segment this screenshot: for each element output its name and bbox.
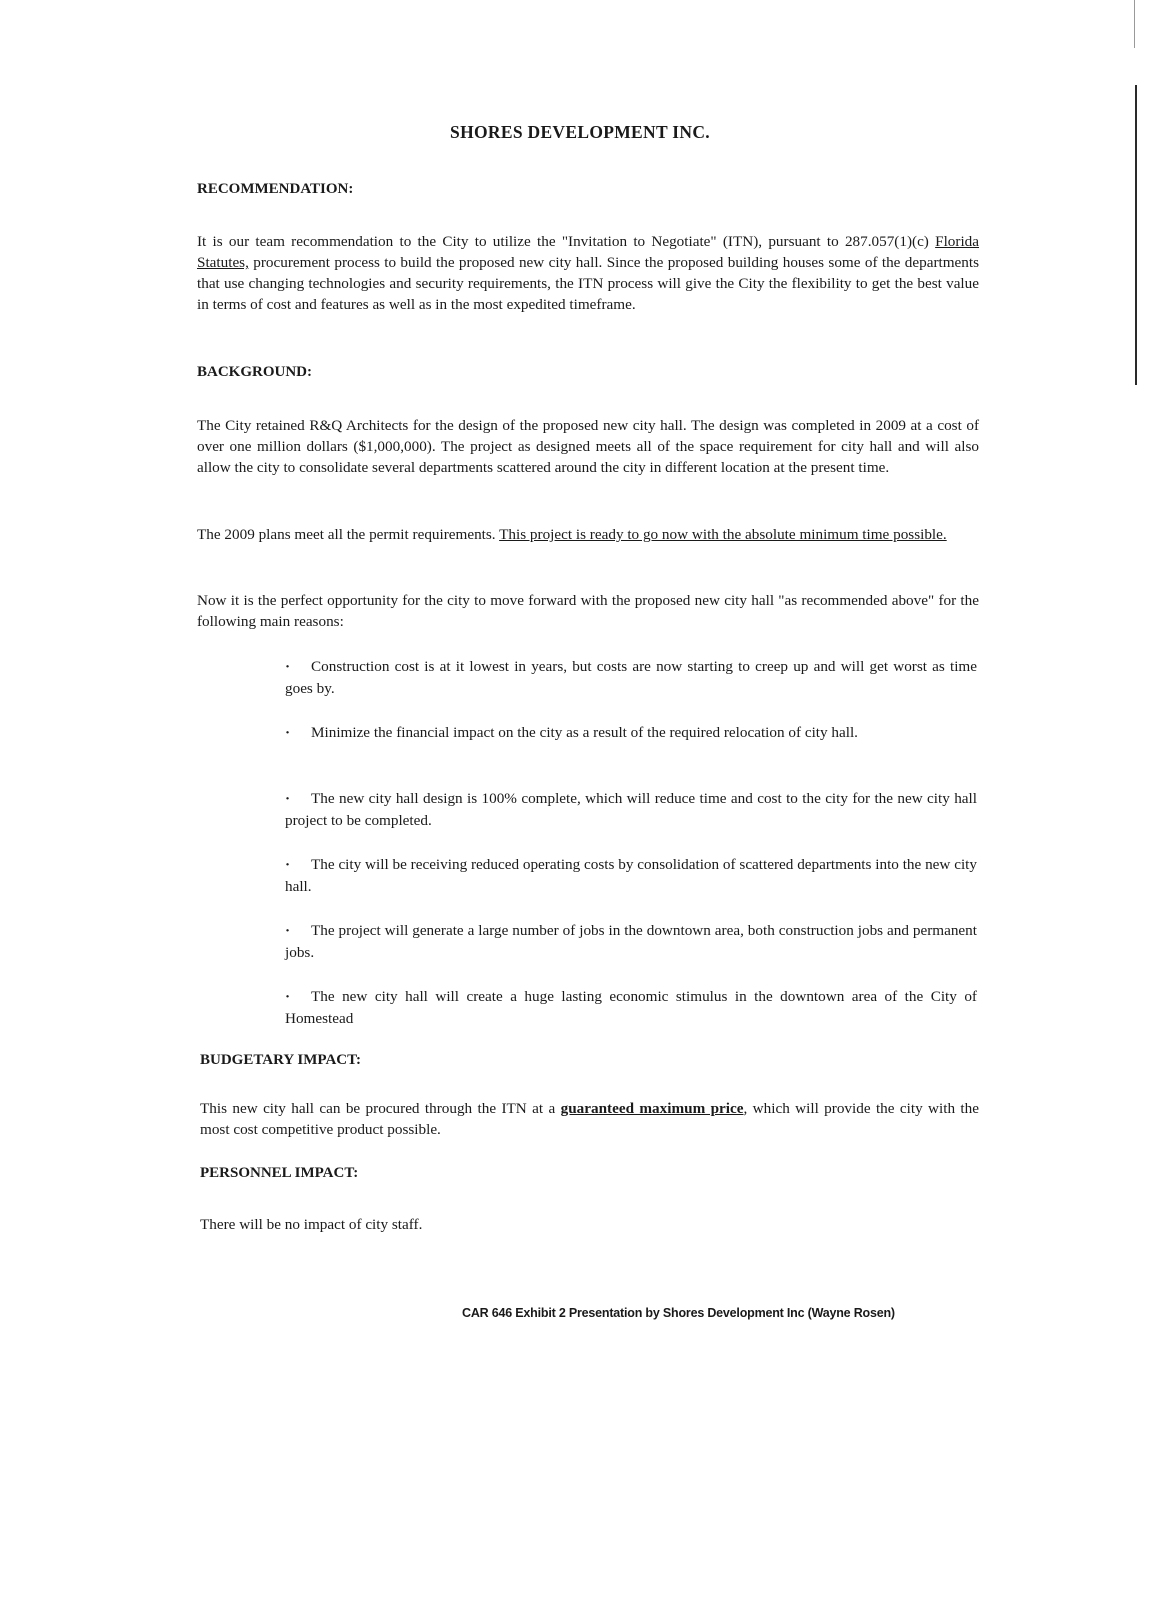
document-title: SHORES DEVELOPMENT INC. bbox=[450, 122, 710, 142]
document-footer: CAR 646 Exhibit 2 Presentation by Shores Development Inc (Wayne Rosen) bbox=[462, 1306, 895, 1320]
reason-text: The new city hall will create a huge lasting economic stimulus in the downtown area of the City of Homestead bbox=[285, 988, 977, 1027]
reason-item bbox=[285, 788, 977, 832]
reason-item bbox=[285, 854, 977, 898]
reason-text: Minimize the financial impact on the city as a result of the required relocation of city hall. bbox=[311, 724, 858, 741]
background-paragraph-1: The City retained R&Q Architects for the design of the proposed new city hall. The design was completed in 2009 at a cost of over one million dollars ($1,000,000). The project as designed meets all of the space requirement for city hall and will also allow the city to consolidate several departments scattered around the city in different location at the present time. bbox=[197, 417, 979, 476]
recommendation-paragraph bbox=[197, 231, 979, 315]
bullet-icon: · bbox=[285, 724, 291, 741]
bullet-icon: · bbox=[285, 790, 291, 807]
reason-item bbox=[285, 656, 977, 700]
bullet-icon: · bbox=[285, 658, 291, 675]
budgetary-text-end: , which will provide the city with the most cost competitive product possible. bbox=[200, 1100, 979, 1138]
background-heading: BACKGROUND: bbox=[197, 364, 312, 380]
ready-to-go-text: This project is ready to go now with the absolute minimum time possible. bbox=[499, 526, 947, 543]
budgetary-impact-paragraph bbox=[200, 1098, 979, 1140]
recommendation-heading: RECOMMENDATION: bbox=[197, 181, 354, 197]
recommendation-text-end: procurement process to build the proposed new city hall. Since the proposed building houses some of the departments that use changing technologies and security requirements, the ITN process will give the City the flexibility to get the best value in terms of cost and features as well as in the most expedited timeframe. bbox=[197, 254, 979, 313]
personnel-impact-paragraph: There will be no impact of city staff. bbox=[200, 1216, 423, 1233]
reason-text: The new city hall design is 100% complete, which will reduce time and cost to the city for the new city hall project to be completed. bbox=[285, 790, 977, 829]
personnel-impact-heading: PERSONNEL IMPACT: bbox=[200, 1165, 359, 1181]
reason-item bbox=[285, 920, 977, 964]
recommendation-text-start: It is our team recommendation to the City to utilize the "Invitation to Negotiate" (ITN), pursuant to 287.057(1)(c) bbox=[197, 233, 936, 250]
scan-edge-mark bbox=[1134, 0, 1135, 48]
reason-item bbox=[285, 722, 977, 744]
background-paragraph-3: Now it is the perfect opportunity for the city to move forward with the proposed new city hall "as recommended above" for the following main reasons: bbox=[197, 592, 979, 630]
guaranteed-maximum-price-text: guaranteed maximum price bbox=[560, 1100, 744, 1117]
bullet-icon: · bbox=[285, 856, 291, 873]
bullet-icon: · bbox=[285, 988, 291, 1005]
reason-text: The project will generate a large number of jobs in the downtown area, both construction jobs and permanent jobs. bbox=[285, 922, 977, 961]
bullet-icon: · bbox=[285, 922, 291, 939]
reason-text: The city will be receiving reduced operating costs by consolidation of scattered departments into the new city hall. bbox=[285, 856, 977, 895]
reason-text: Construction cost is at it lowest in years, but costs are now starting to creep up and will get worst as time goes by. bbox=[285, 658, 977, 697]
budgetary-text-start: This new city hall can be procured through the ITN at a bbox=[200, 1100, 561, 1117]
permit-text: The 2009 plans meet all the permit requirements. bbox=[197, 526, 500, 543]
background-paragraph-2 bbox=[197, 524, 979, 545]
reason-item bbox=[285, 986, 977, 1030]
budgetary-impact-heading: BUDGETARY IMPACT: bbox=[200, 1052, 361, 1068]
florida-statutes-link: Florida Statutes, bbox=[197, 233, 979, 271]
